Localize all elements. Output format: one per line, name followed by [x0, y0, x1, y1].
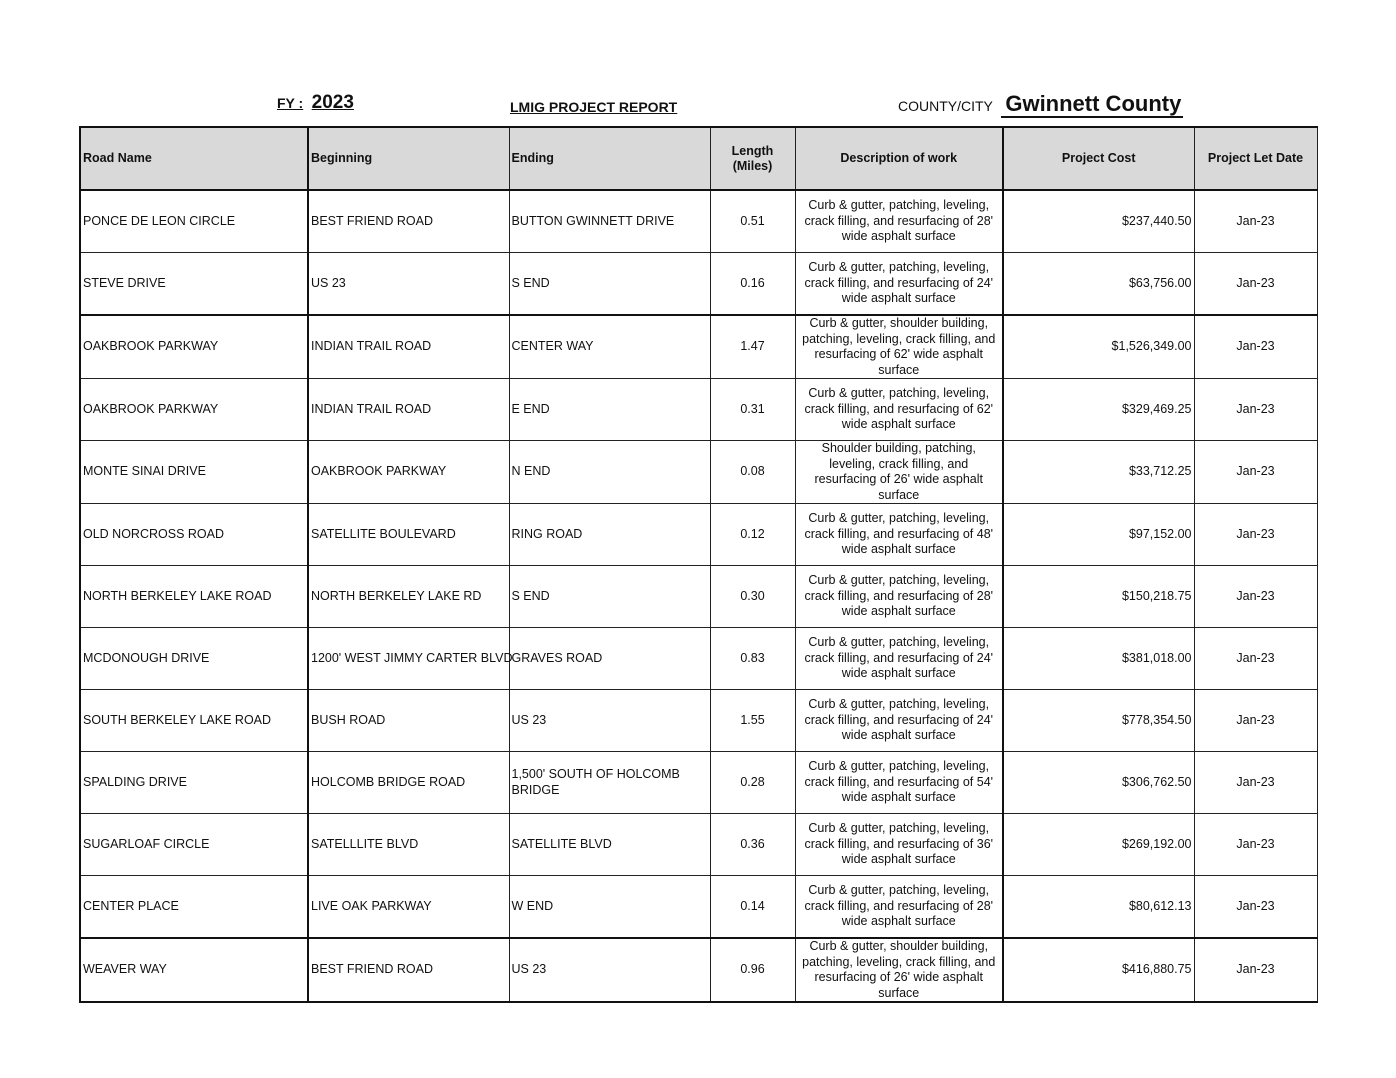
table-row: [80, 190, 1317, 253]
cell-length: 1.55: [710, 690, 795, 752]
cell-road-name: OAKBROOK PARKWAY: [80, 315, 308, 379]
cell-ending: W END: [509, 876, 710, 939]
cell-project-cost: $63,756.00: [1003, 253, 1194, 316]
cell-let-date: Jan-23: [1194, 315, 1317, 379]
table-row: [80, 938, 1317, 1002]
cell-road-name: SOUTH BERKELEY LAKE ROAD: [80, 690, 308, 752]
cell-road-name: STEVE DRIVE: [80, 253, 308, 316]
cell-beginning: INDIAN TRAIL ROAD: [308, 379, 509, 441]
cell-description: Curb & gutter, patching, leveling, crack filling, and resurfacing of 24' wide asphalt surface: [795, 628, 1003, 690]
cell-let-date: Jan-23: [1194, 876, 1317, 939]
cell-project-cost: $306,762.50: [1003, 752, 1194, 814]
cell-length: 0.14: [710, 876, 795, 939]
cell-road-name: PONCE DE LEON CIRCLE: [80, 190, 308, 253]
cell-project-cost: $381,018.00: [1003, 628, 1194, 690]
table-row: [80, 379, 1317, 441]
cell-description: Curb & gutter, patching, leveling, crack filling, and resurfacing of 36' wide asphalt surface: [795, 814, 1003, 876]
cell-road-name: NORTH BERKELEY LAKE ROAD: [80, 566, 308, 628]
cell-ending: S END: [509, 566, 710, 628]
cell-beginning: 1200' WEST JIMMY CARTER BLVD: [308, 628, 509, 690]
cell-length: 0.51: [710, 190, 795, 253]
cell-beginning: INDIAN TRAIL ROAD: [308, 315, 509, 379]
cell-length: 0.30: [710, 566, 795, 628]
cell-length: 0.96: [710, 938, 795, 1002]
cell-beginning: SATELLLITE BLVD: [308, 814, 509, 876]
table-row: [80, 752, 1317, 814]
cell-let-date: Jan-23: [1194, 253, 1317, 316]
cell-road-name: SPALDING DRIVE: [80, 752, 308, 814]
cell-let-date: Jan-23: [1194, 379, 1317, 441]
cell-ending: CENTER WAY: [509, 315, 710, 379]
cell-description: Curb & gutter, patching, leveling, crack filling, and resurfacing of 54' wide asphalt surface: [795, 752, 1003, 814]
cell-let-date: Jan-23: [1194, 690, 1317, 752]
col-header-project-cost: Project Cost: [1003, 127, 1194, 190]
cell-beginning: LIVE OAK PARKWAY: [308, 876, 509, 939]
cell-ending: RING ROAD: [509, 504, 710, 566]
cell-project-cost: $33,712.25: [1003, 441, 1194, 504]
cell-length: 0.16: [710, 253, 795, 316]
cell-project-cost: $329,469.25: [1003, 379, 1194, 441]
cell-description: Curb & gutter, patching, leveling, crack filling, and resurfacing of 48' wide asphalt surface: [795, 504, 1003, 566]
cell-project-cost: $416,880.75: [1003, 938, 1194, 1002]
cell-description: Curb & gutter, patching, leveling, crack filling, and resurfacing of 62' wide asphalt surface: [795, 379, 1003, 441]
cell-ending: BUTTON GWINNETT DRIVE: [509, 190, 710, 253]
cell-beginning: BEST FRIEND ROAD: [308, 938, 509, 1002]
cell-description: Curb & gutter, patching, leveling, crack filling, and resurfacing of 28' wide asphalt surface: [795, 566, 1003, 628]
cell-description: Curb & gutter, patching, leveling, crack filling, and resurfacing of 28' wide asphalt surface: [795, 876, 1003, 939]
cell-length: 0.12: [710, 504, 795, 566]
cell-let-date: Jan-23: [1194, 566, 1317, 628]
cell-beginning: HOLCOMB BRIDGE ROAD: [308, 752, 509, 814]
cell-let-date: Jan-23: [1194, 190, 1317, 253]
cell-project-cost: $778,354.50: [1003, 690, 1194, 752]
table-row: [80, 315, 1317, 379]
table-row: [80, 441, 1317, 504]
report-title: LMIG PROJECT REPORT: [510, 99, 678, 115]
county-value: Gwinnett County: [1001, 92, 1183, 118]
cell-let-date: Jan-23: [1194, 814, 1317, 876]
cell-beginning: BEST FRIEND ROAD: [308, 190, 509, 253]
col-header-road-name: Road Name: [80, 127, 308, 190]
col-header-ending: Ending: [509, 127, 710, 190]
cell-ending: S END: [509, 253, 710, 316]
col-header-description: Description of work: [795, 127, 1003, 190]
cell-length: 0.83: [710, 628, 795, 690]
cell-ending: GRAVES ROAD: [509, 628, 710, 690]
cell-let-date: Jan-23: [1194, 504, 1317, 566]
cell-project-cost: $269,192.00: [1003, 814, 1194, 876]
cell-ending: N END: [509, 441, 710, 504]
cell-ending: 1,500' SOUTH OF HOLCOMB BRIDGE: [509, 752, 710, 814]
cell-ending: US 23: [509, 690, 710, 752]
table-row: [80, 504, 1317, 566]
cell-project-cost: $80,612.13: [1003, 876, 1194, 939]
cell-let-date: Jan-23: [1194, 628, 1317, 690]
table-row: [80, 253, 1317, 316]
cell-beginning: SATELLITE BOULEVARD: [308, 504, 509, 566]
cell-beginning: US 23: [308, 253, 509, 316]
cell-length: 0.31: [710, 379, 795, 441]
cell-description: Shoulder building, patching, leveling, crack filling, and resurfacing of 26' wide asphalt surface: [795, 441, 1003, 504]
fy-label: FY :: [277, 95, 304, 111]
cell-description: Curb & gutter, shoulder building, patching, leveling, crack filling, and resurfacing of 62' wide asphalt surface: [795, 315, 1003, 379]
cell-ending: E END: [509, 379, 710, 441]
cell-beginning: BUSH ROAD: [308, 690, 509, 752]
cell-length: 0.08: [710, 441, 795, 504]
cell-road-name: MONTE SINAI DRIVE: [80, 441, 308, 504]
cell-description: Curb & gutter, patching, leveling, crack filling, and resurfacing of 24' wide asphalt surface: [795, 690, 1003, 752]
col-header-let-date: Project Let Date: [1194, 127, 1317, 190]
cell-ending: SATELLITE BLVD: [509, 814, 710, 876]
cell-ending: US 23: [509, 938, 710, 1002]
table-header-row: [80, 127, 1317, 190]
county-label: COUNTY/CITY: [898, 98, 993, 114]
cell-length: 1.47: [710, 315, 795, 379]
cell-project-cost: $97,152.00: [1003, 504, 1194, 566]
cell-road-name: CENTER PLACE: [80, 876, 308, 939]
cell-project-cost: $237,440.50: [1003, 190, 1194, 253]
cell-length: 0.28: [710, 752, 795, 814]
county-city: [898, 92, 1183, 122]
fy-value: 2023: [311, 92, 354, 113]
table-row: [80, 690, 1317, 752]
col-header-beginning: Beginning: [308, 127, 509, 190]
cell-length: 0.36: [710, 814, 795, 876]
cell-let-date: Jan-23: [1194, 752, 1317, 814]
table-row: [80, 628, 1317, 690]
cell-let-date: Jan-23: [1194, 938, 1317, 1002]
table-row: [80, 566, 1317, 628]
cell-road-name: SUGARLOAF CIRCLE: [80, 814, 308, 876]
cell-road-name: WEAVER WAY: [80, 938, 308, 1002]
cell-project-cost: $150,218.75: [1003, 566, 1194, 628]
cell-road-name: OLD NORCROSS ROAD: [80, 504, 308, 566]
fiscal-year: [277, 92, 354, 122]
cell-description: Curb & gutter, shoulder building, patching, leveling, crack filling, and resurfacing of 26' wide asphalt surface: [795, 938, 1003, 1002]
table-row: [80, 814, 1317, 876]
col-header-length: Length (Miles): [710, 127, 795, 190]
cell-road-name: OAKBROOK PARKWAY: [80, 379, 308, 441]
cell-description: Curb & gutter, patching, leveling, crack filling, and resurfacing of 24' wide asphalt surface: [795, 253, 1003, 316]
project-table: [79, 126, 1318, 1003]
cell-let-date: Jan-23: [1194, 441, 1317, 504]
cell-project-cost: $1,526,349.00: [1003, 315, 1194, 379]
table-row: [80, 876, 1317, 939]
cell-beginning: OAKBROOK PARKWAY: [308, 441, 509, 504]
cell-description: Curb & gutter, patching, leveling, crack filling, and resurfacing of 28' wide asphalt surface: [795, 190, 1003, 253]
cell-road-name: MCDONOUGH DRIVE: [80, 628, 308, 690]
cell-beginning: NORTH BERKELEY LAKE RD: [308, 566, 509, 628]
